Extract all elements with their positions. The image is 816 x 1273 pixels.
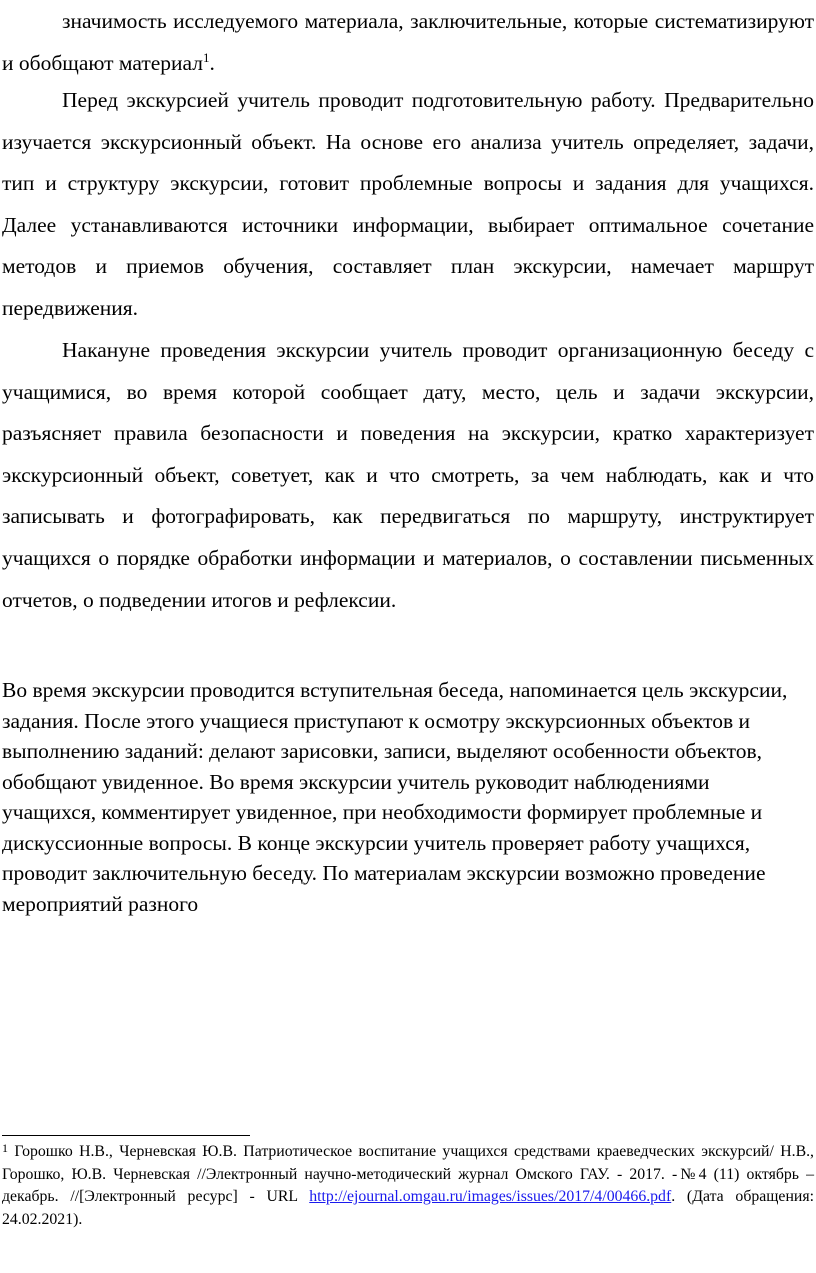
paragraph-1-end: . — [209, 51, 215, 75]
footnote-link[interactable]: http://ejournal.omgau.ru/images/issues/2017/4/00466.pdf — [309, 1188, 672, 1205]
paragraph-1-text: значимость исследуемого материала, заключительные, которые систематизируют и обобщают материал — [2, 9, 814, 75]
footnote-reference[interactable]: 1 — [203, 50, 210, 65]
footnote-number: 1 — [2, 1141, 8, 1155]
footnote-text: Горошко Н.В., Черневская Ю.В. Патриотическое воспитание учащихся средствами краеведческих экскурсий/ Н.В., Горошко, Ю.В. Черневская //Электронный научно-методический журнал Омского ГАУ. - 2017. -№4 (11) октябрь – декабрь. //[Электронный ресурс] - URL — [2, 1143, 814, 1205]
paragraph-2: Перед экскурсией учитель проводит подготовительную работу. Предварительно изучается экскурсионный объект. На основе его анализа учитель определяет, задачи, тип и структуру экскурсии, готовит проблемные вопросы и задания для учащихся. Далее устанавливаются источники информации, выбирает оптимальное сочетание методов и приемов обучения, составляет план экскурсии, намечает маршрут передвижения. — [2, 88, 814, 320]
paragraph-3: Накануне проведения экскурсии учитель проводит организационную беседу с учащимися, во время которой сообщает дату, место, цель и задачи экскурсии, разъясняет правила безопасности и поведения на экскурсии, кратко характеризует экскурсионный объект, советует, как и что смотреть, за чем наблюдать, как и что записывать и фотографировать, как передвигаться по маршруту, инструктирует учащихся о порядке обработки информации и материалов, о составлении письменных отчетов, о подведении итогов и рефлексии. — [2, 338, 814, 612]
footnote-access-date: . (Дата обращения: 24.02.2021). — [2, 1188, 815, 1228]
footnote — [2, 1141, 814, 1231]
paragraph-4: Во время экскурсии проводится вступительная беседа, напоминается цель экскурсии, задания. После этого учащиеся приступают к осмотру экскурсионных объектов и выполнению заданий: делают зарисовки, записи, выделяют особенности объектов, обобщают увиденное. Во время экскурсии учитель руководит наблюдениями учащихся, комментирует увиденное, при необходимости формирует проблемные и дискуссионные вопросы. В конце экскурсии учитель проверяет работу учащихся, проводит заключительную беседу. По материалам экскурсии возможно проведение мероприятий разного — [2, 678, 788, 916]
paragraph-1 — [2, 0, 814, 84]
footnote-separator — [2, 1135, 250, 1136]
